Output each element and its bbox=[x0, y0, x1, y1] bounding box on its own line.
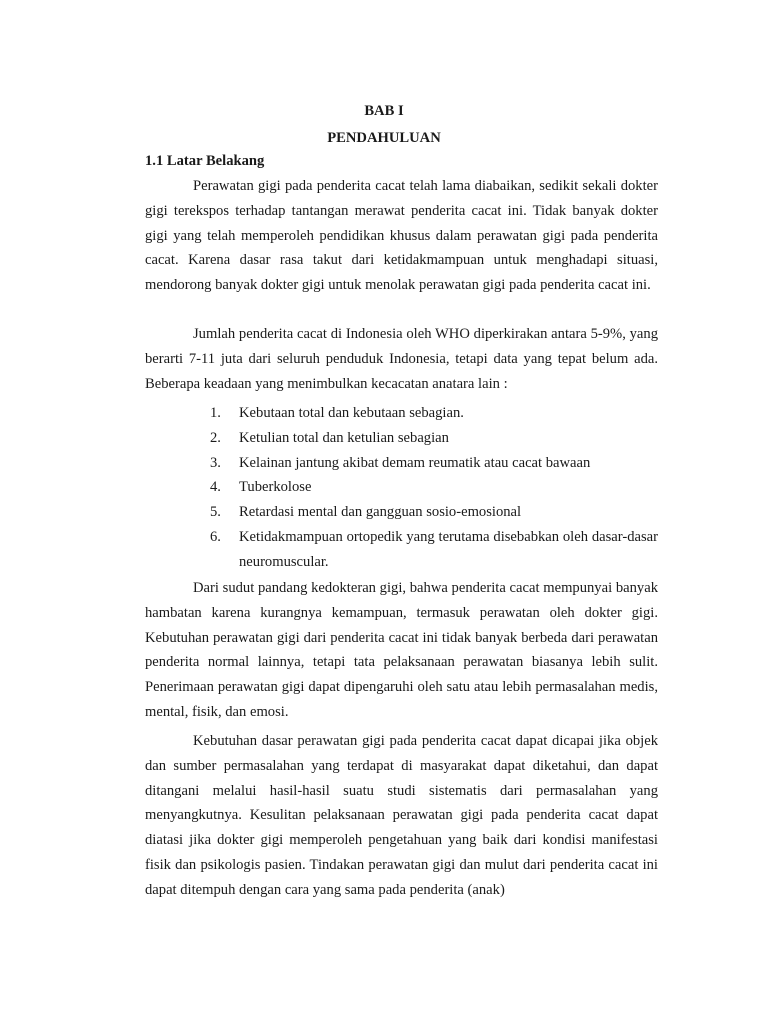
list-item-number: 5. bbox=[210, 504, 221, 521]
section-heading: 1.1 Latar Belakang bbox=[145, 153, 265, 169]
paragraph-3: Dari sudut pandang kedokteran gigi, bahwa penderita cacat mempunyai banyak hambatan karena kurangnya kemampuan, termasuk perawatan oleh dokter gigi. Kebutuhan perawatan gigi dari penderita cacat ini tidak banyak berbeda dari perawatan penderita normal lainnya, tetapi tata pelaksanaan perawatan biasanya lebih sulit. Penerimaan perawatan gigi dapat dipengaruhi oleh satu atau lebih permasalahan medis, mental, fisik, dan emosi. bbox=[145, 580, 658, 720]
chapter-number: BAB I bbox=[364, 103, 404, 119]
list-item bbox=[210, 426, 658, 451]
list-item-text: Ketulian total dan ketulian sebagian bbox=[239, 429, 449, 446]
list-item bbox=[210, 401, 658, 426]
list-item-text: Kelainan jantung akibat demam reumatik atau cacat bawaan bbox=[239, 454, 591, 471]
chapter-title: PENDAHULUAN bbox=[327, 130, 441, 146]
condition-list bbox=[210, 401, 658, 575]
list-item bbox=[210, 451, 658, 476]
paragraph-4: Kebutuhan dasar perawatan gigi pada penderita cacat dapat dicapai jika objek dan sumber permasalahan yang terdapat di masyarakat dapat diketahui, dan dapat ditangani melalui hasil-hasil suatu studi sistematis dari permasalahan yang menyangkutnya. Kesulitan pelaksanaan perawatan gigi pada penderita cacat dapat diatasi jika dokter gigi memperoleh pengetahuan yang baik dari kondisi manifestasi fisik dan psikologis pasien. Tindakan perawatan gigi dan mulut dari penderita cacat ini dapat ditempuh dengan cara yang sama pada penderita (anak) bbox=[145, 733, 658, 898]
list-item-number: 2. bbox=[210, 429, 221, 446]
list-item-text: Retardasi mental dan gangguan sosio-emosional bbox=[239, 504, 522, 521]
list-item-text: Tuberkolose bbox=[239, 479, 312, 496]
paragraph-2: Jumlah penderita cacat di Indonesia oleh WHO diperkirakan antara 5-9%, yang berarti 7-11 juta dari seluruh penduduk Indonesia, tetapi data yang tepat belum ada. Beberapa keadaan yang menimbulkan kecacatan anatara lain : bbox=[145, 326, 658, 392]
list-item-number: 3. bbox=[210, 454, 221, 471]
paragraph-1: Perawatan gigi pada penderita cacat telah lama diabaikan, sedikit sekali dokter gigi terekspos terhadap tantangan merawat penderita cacat ini. Tidak banyak dokter gigi yang telah memperoleh pendidikan khusus dalam perawatan gigi pada penderita cacat. Karena dasar rasa takut dari ketidakmampuan untuk menghadapi situasi, mendorong banyak dokter gigi untuk menolak perawatan gigi pada penderita cacat ini. bbox=[145, 178, 658, 294]
list-item-number: 4. bbox=[210, 479, 221, 496]
list-item-text: Ketidakmampuan ortopedik yang terutama disebabkan oleh dasar-dasar neuromuscular. bbox=[239, 528, 658, 570]
list-item bbox=[210, 500, 658, 525]
list-item-text: Kebutaan total dan kebutaan sebagian. bbox=[239, 405, 464, 421]
list-item-number: 1. bbox=[210, 405, 221, 421]
list-item-number: 6. bbox=[210, 528, 221, 545]
list-item bbox=[210, 525, 658, 575]
list-item bbox=[210, 475, 658, 500]
